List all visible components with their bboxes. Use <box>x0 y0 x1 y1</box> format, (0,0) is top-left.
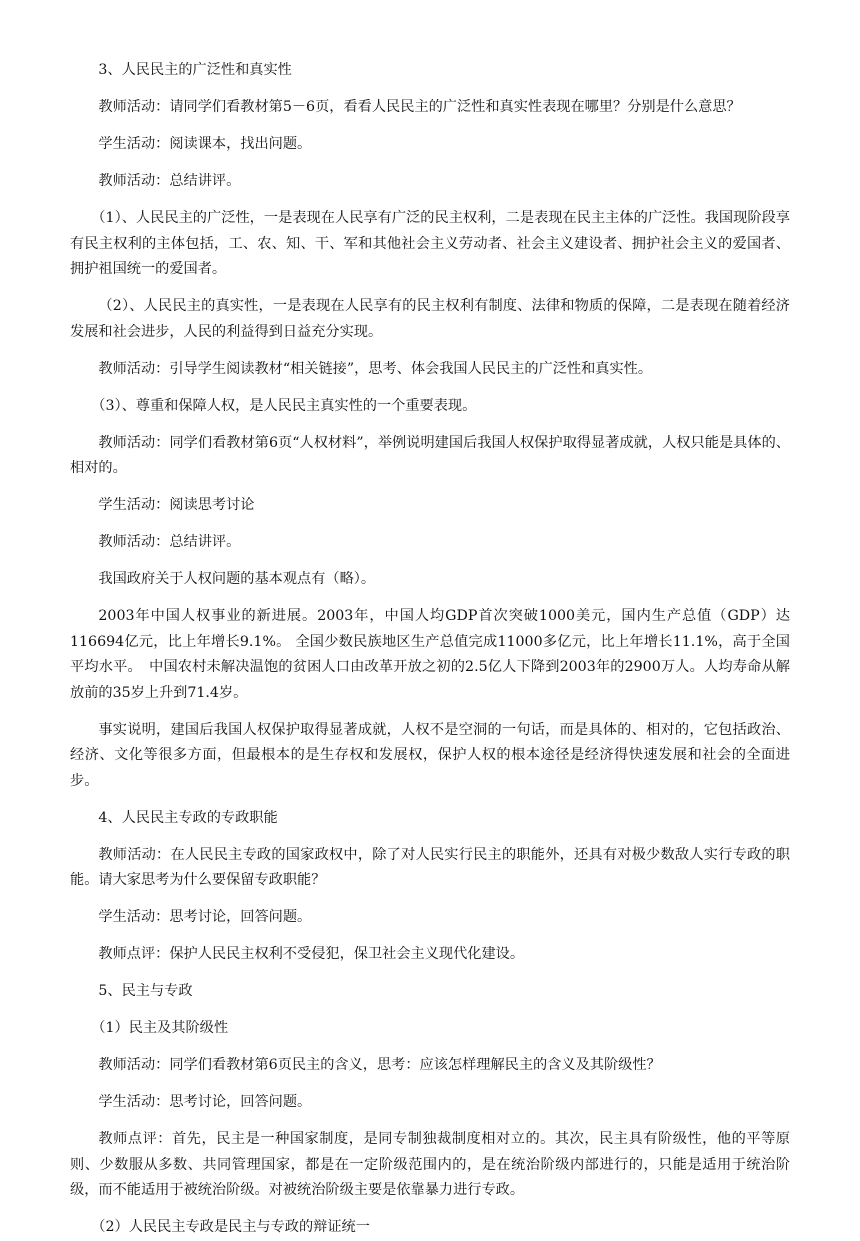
paragraph: 我国政府关于人权问题的基本观点有（略）。 <box>98 571 376 587</box>
paragraph: 教师活动：在人民民主专政的国家政权中，除了对人民实行民主的职能外，还具有对极少数敌人实行专政的职能。请大家思考为什么要保留专政职能？ <box>70 846 790 888</box>
paragraph: 教师活动：请同学们看教材第5－6页，看看人民民主的广泛性和真实性表现在哪里？分别是什么意思？ <box>98 99 741 115</box>
paragraph: 事实说明，建国后我国人权保护取得显著成就，人权不是空洞的一句话，而是具体的、相对的，它包括政治、经济、文化等很多方面，但最根本的是生存权和发展权，保护人权的根本途径是经济得快速发展和社会的全面进步。 <box>70 721 790 789</box>
paragraph: 学生活动：思考讨论，回答问题。 <box>98 1094 312 1110</box>
section-heading: 3、人民民主的广泛性和真实性 <box>98 62 292 78</box>
paragraph: 教师点评：保护人民民主权利不受侵犯，保卫社会主义现代化建设。 <box>98 946 525 962</box>
paragraph: 教师活动：同学们看教材第6页民主的含义，思考：应该怎样理解民主的含义及其阶级性？ <box>98 1057 661 1073</box>
paragraph: （1）、人民民主的广泛性，一是表现在人民享有广泛的民主权利，二是表现在民主主体的广泛性。我国现阶段享有民主权利的主体包括，工、农、知、干、军和其他社会主义劳动者、社会主义建设者、拥护社会主义的爱国者、拥护祖国统一的爱国者。 <box>70 210 790 277</box>
section-heading: 4、人民民主专政的专政职能 <box>98 809 278 826</box>
paragraph: 教师活动：总结讲评。 <box>98 534 241 550</box>
paragraph: 教师点评：首先，民主是一种国家制度，是同专制独裁制度相对立的。其次，民主具有阶级性，他的平等原则、少数服从多数、共同管理国家，都是在一定阶级范围内的，是在统治阶级内部进行的，只能是适用于统治阶级，而不能适用于被统治阶级。对被统治阶级主要是依靠暴力进行专政。 <box>70 1131 790 1198</box>
paragraph: 教师活动：总结讲评。 <box>98 173 241 189</box>
paragraph: （3）、尊重和保障人权，是人民民主真实性的一个重要表现。 <box>91 397 477 414</box>
paragraph: 学生活动：思考讨论，回答问题。 <box>98 909 312 925</box>
paragraph: 学生活动：阅读思考讨论 <box>98 497 255 513</box>
section-heading: 5、民主与专政 <box>98 983 193 999</box>
subsection-heading: （2）人民民主专政是民主与专政的辩证统一 <box>91 1219 370 1235</box>
paragraph: 教师活动：同学们看教材第6页“人权材料”，举例说明建国后我国人权保护取得显著成就，人权只能是具体的、相对的。 <box>70 434 790 476</box>
paragraph: （2）、人民民主的真实性，一是表现在人民享有的民主权利有制度、法律和物质的保障，二是表现在随着经济发展和社会进步，人民的利益得到日益充分实现。 <box>70 298 790 340</box>
paragraph: 教师活动：引导学生阅读教材“相关链接”，思考、体会我国人民民主的广泛性和真实性。 <box>98 360 653 377</box>
subsection-heading: （1）民主及其阶级性 <box>91 1020 229 1036</box>
paragraph: 2003年中国人权事业的新进展。2003年，中国人均GDP首次突破1000美元，国内生产总值（GDP）达116694亿元，比上年增长9.1%。 全国少数民族地区生产总值完成11000多亿元，比上年增长11.1%，高于全国平均水平。 中国农村未解决温饱的贫困人口由改革开放之初的2.5亿人下降到2003年的2900万人。人均寿命从解放前的35岁上升到71.4岁。 <box>70 608 790 701</box>
paragraph: 学生活动：阅读课本，找出问题。 <box>98 136 312 152</box>
